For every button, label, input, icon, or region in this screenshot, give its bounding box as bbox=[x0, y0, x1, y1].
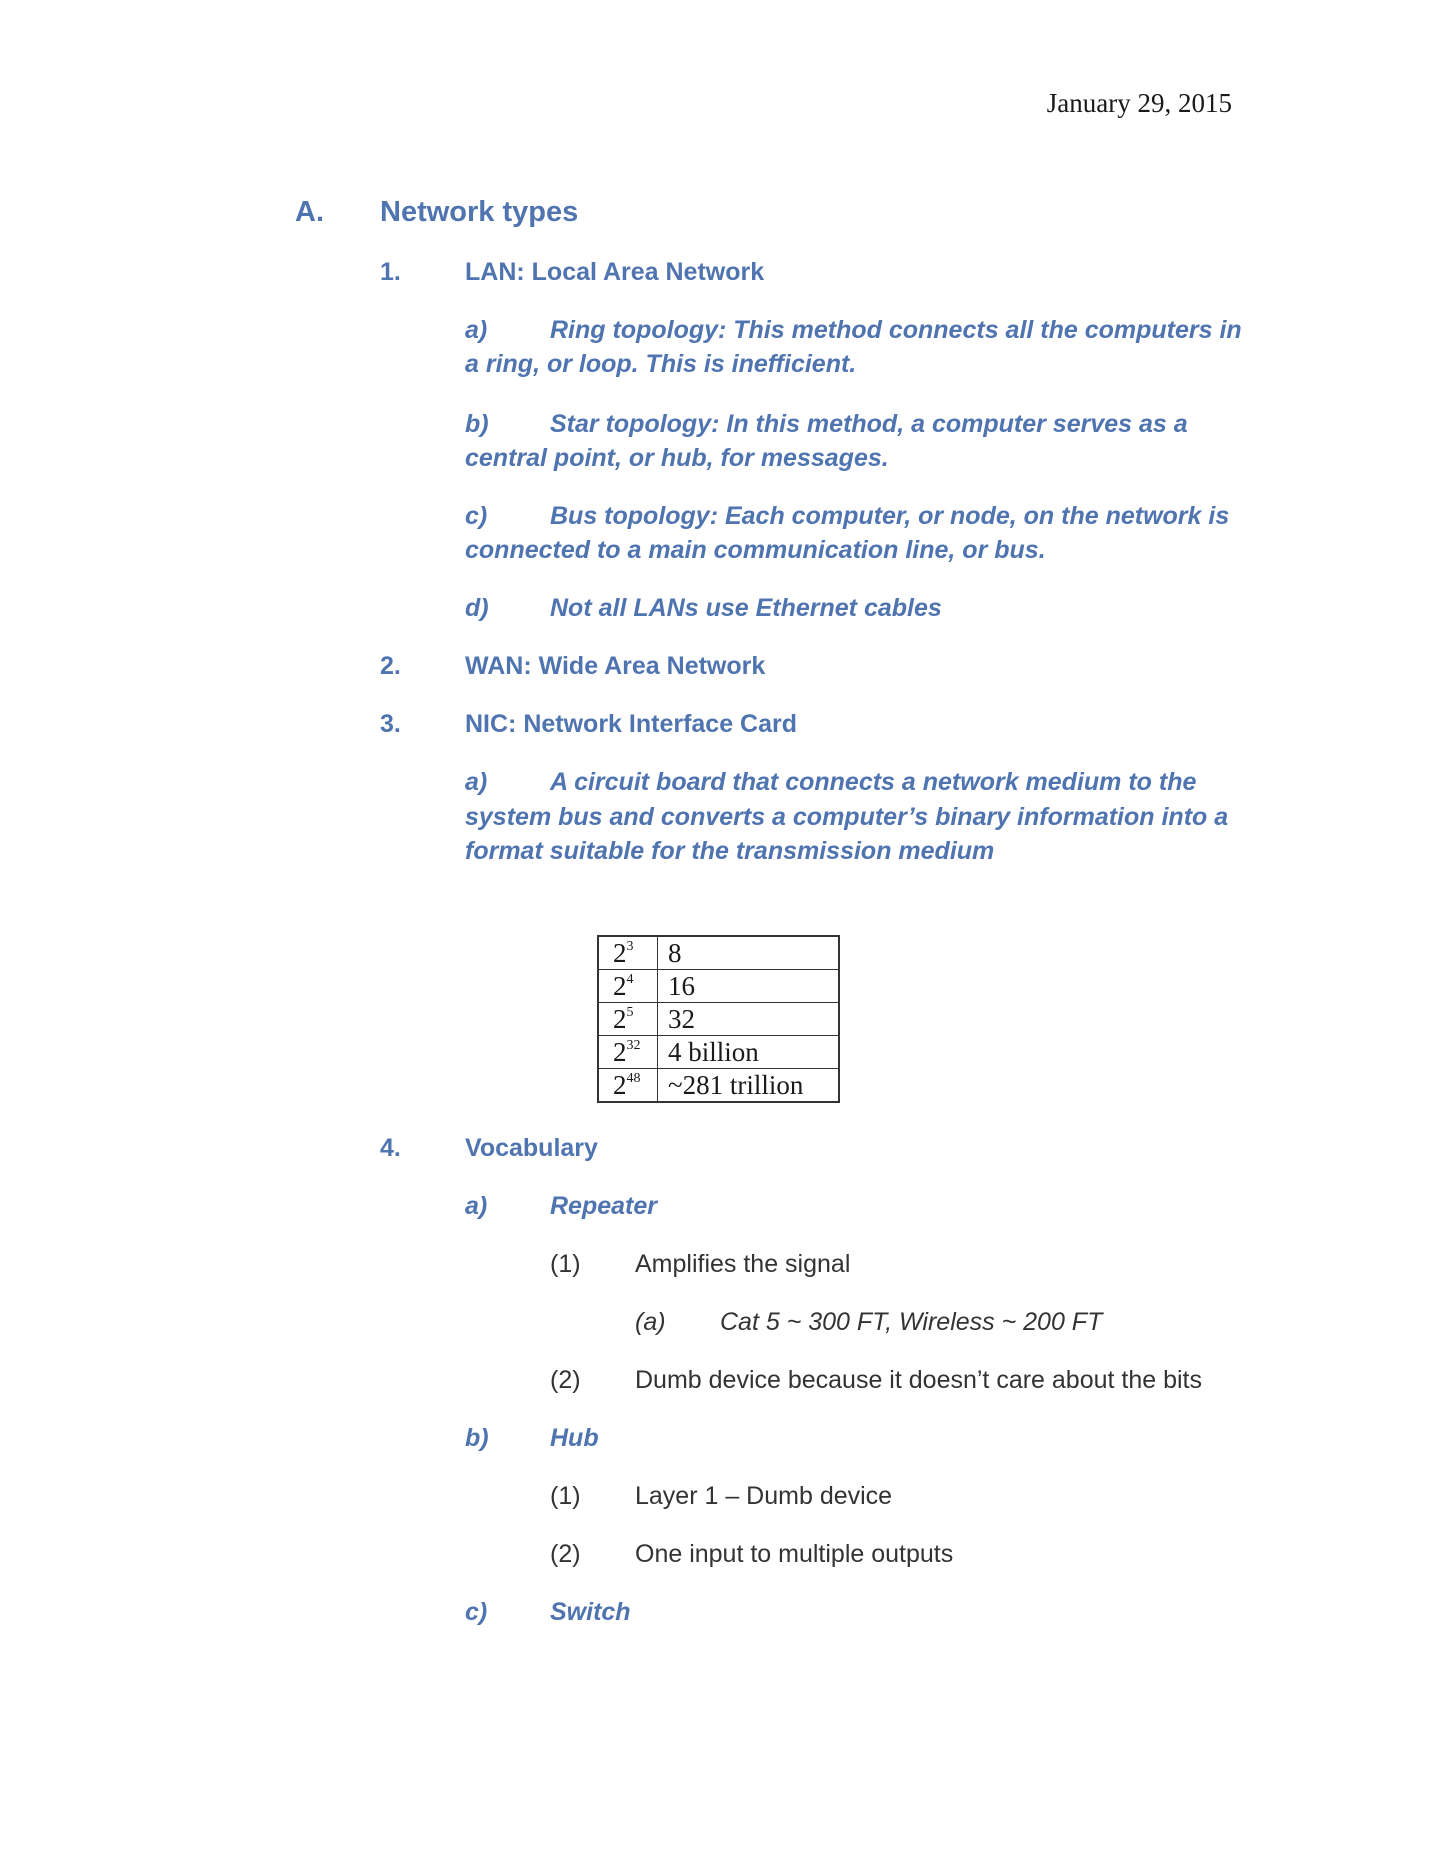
sub-text-star-cont: central point, or hub, for messages. bbox=[465, 444, 889, 472]
point-text-amplifies: Amplifies the signal bbox=[635, 1250, 851, 1278]
power-base: 2 bbox=[613, 1070, 627, 1100]
point-marker: (1) bbox=[550, 1250, 581, 1278]
power-exponent: 32 bbox=[626, 1038, 641, 1053]
table-cell-value: 8 bbox=[658, 936, 840, 970]
table-row bbox=[598, 1069, 839, 1103]
table-row bbox=[598, 936, 839, 970]
table-cell-power bbox=[598, 936, 658, 970]
power-base: 2 bbox=[613, 1004, 627, 1034]
sub-text-ring-cont: a ring, or loop. This is inefficient. bbox=[465, 350, 857, 378]
sub-marker: c) bbox=[465, 1598, 488, 1626]
power-base: 2 bbox=[613, 938, 627, 968]
vocab-term-hub: Hub bbox=[550, 1424, 599, 1452]
item-marker: 1. bbox=[380, 258, 401, 286]
table-cell-power bbox=[598, 1069, 658, 1103]
table-cell-value: ~281 trillion bbox=[658, 1069, 840, 1103]
sub-marker: a) bbox=[465, 768, 488, 796]
subpoint-text-distances: Cat 5 ~ 300 FT, Wireless ~ 200 FT bbox=[720, 1308, 1103, 1336]
item-marker: 2. bbox=[380, 652, 401, 680]
sub-marker: d) bbox=[465, 594, 489, 622]
item-title-nic: NIC: Network Interface Card bbox=[465, 710, 798, 738]
power-exponent: 5 bbox=[626, 1005, 634, 1020]
point-marker: (1) bbox=[550, 1482, 581, 1510]
item-title-lan: LAN: Local Area Network bbox=[465, 258, 765, 286]
sub-text-bus: Bus topology: Each computer, or node, on the network is bbox=[550, 502, 1230, 530]
table-cell-value: 32 bbox=[658, 1003, 840, 1036]
power-base: 2 bbox=[613, 971, 627, 1001]
sub-marker: b) bbox=[465, 1424, 489, 1452]
sub-marker: a) bbox=[465, 1192, 488, 1220]
powers-of-two-table bbox=[597, 935, 840, 1103]
vocab-term-switch: Switch bbox=[550, 1598, 631, 1626]
table-row bbox=[598, 970, 839, 1003]
point-text-layer1: Layer 1 – Dumb device bbox=[635, 1482, 893, 1510]
item-title-wan: WAN: Wide Area Network bbox=[465, 652, 766, 680]
section-title: Network types bbox=[380, 196, 579, 228]
subpoint-marker: (a) bbox=[635, 1308, 666, 1336]
table-row bbox=[598, 1003, 839, 1036]
table-row bbox=[598, 1036, 839, 1069]
document-date: January 29, 2015 bbox=[1046, 88, 1232, 118]
item-title-vocabulary: Vocabulary bbox=[465, 1134, 598, 1162]
table-cell-power bbox=[598, 970, 658, 1003]
sub-text-ring: Ring topology: This method connects all the computers in bbox=[550, 316, 1242, 344]
section-marker: A. bbox=[295, 196, 324, 228]
table-cell-value: 16 bbox=[658, 970, 840, 1003]
sub-text-star: Star topology: In this method, a computer serves as a bbox=[550, 410, 1188, 438]
item-marker: 4. bbox=[380, 1134, 401, 1162]
item-marker: 3. bbox=[380, 710, 401, 738]
sub-text-nic: A circuit board that connects a network medium to the bbox=[550, 768, 1197, 796]
sub-text-ethernet: Not all LANs use Ethernet cables bbox=[550, 594, 942, 622]
power-exponent: 4 bbox=[626, 972, 634, 987]
point-marker: (2) bbox=[550, 1540, 581, 1568]
table-cell-power bbox=[598, 1003, 658, 1036]
sub-marker: a) bbox=[465, 316, 488, 344]
sub-marker: b) bbox=[465, 410, 489, 438]
power-exponent: 3 bbox=[626, 939, 634, 954]
table-cell-value: 4 billion bbox=[658, 1036, 840, 1069]
point-text-dumb-device: Dumb device because it doesn’t care about the bits bbox=[635, 1366, 1203, 1394]
sub-marker: c) bbox=[465, 502, 488, 530]
table-cell-power bbox=[598, 1036, 658, 1069]
point-marker: (2) bbox=[550, 1366, 581, 1394]
sub-text-bus-cont: connected to a main communication line, or bus. bbox=[465, 536, 1046, 564]
vocab-term-repeater: Repeater bbox=[550, 1192, 657, 1220]
sub-text-nic-cont: system bus and converts a computer’s binary information into a bbox=[465, 803, 1229, 831]
power-exponent: 48 bbox=[626, 1071, 641, 1086]
sub-text-nic-cont: format suitable for the transmission medium bbox=[465, 837, 995, 865]
point-text-one-input: One input to multiple outputs bbox=[635, 1540, 954, 1568]
power-base: 2 bbox=[613, 1037, 627, 1067]
